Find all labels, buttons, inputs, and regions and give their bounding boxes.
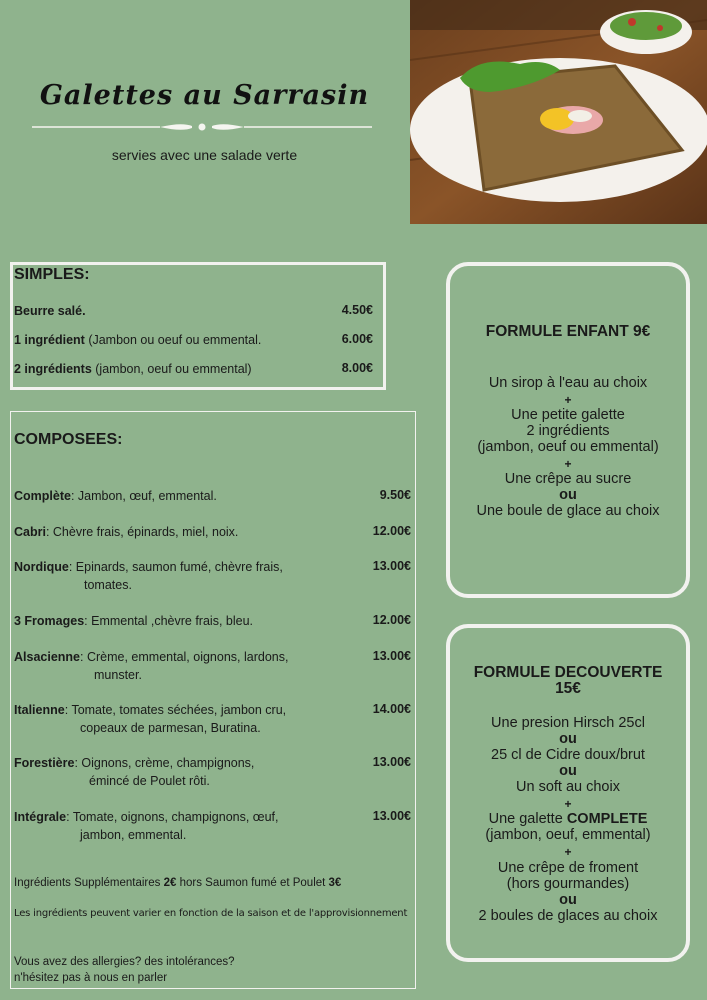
menu-item	[14, 559, 283, 576]
seasonal-note: Les ingrédients peuvent varier en fonction de la saison et de l'approvisionnement	[14, 908, 408, 919]
plus-separator: +	[564, 845, 572, 859]
menu-item-name: Complète	[14, 489, 71, 503]
extras-text: Ingrédients Supplémentaires	[14, 877, 164, 889]
menu-item	[14, 361, 252, 378]
menu-item-name: Intégrale	[14, 810, 67, 824]
menu-item	[14, 332, 261, 349]
allergy-note: Vous avez des allergies? des intolérances?	[14, 956, 235, 968]
menu-item-name: Alsacienne	[14, 650, 81, 664]
menu-item-details: : Tomate, tomates séchées, jambon cru,	[64, 703, 287, 717]
menu-item-price: 8.00€	[341, 361, 373, 375]
formula-line: 2 ingrédients	[526, 423, 610, 439]
menu-item	[14, 755, 254, 772]
menu-item-name: Cabri	[14, 525, 46, 539]
menu-item-details: : Jambon, œuf, emmental.	[70, 489, 217, 503]
formula-line: 25 cl de Cidre doux/brut	[491, 747, 645, 763]
extras-note	[14, 877, 341, 889]
formula-highlight: COMPLETE	[566, 811, 648, 827]
formule-enfant-title: FORMULE ENFANT 9€	[485, 323, 651, 340]
menu-item-details: jambon, emmental.	[80, 828, 187, 842]
menu-item-price: 6.00€	[341, 332, 373, 346]
extras-text: hors Saumon fumé et Poulet	[176, 877, 329, 889]
plus-separator: +	[564, 393, 572, 407]
menu-item-details: : Tomate, oignons, champignons, œuf,	[66, 810, 279, 824]
plus-separator: +	[564, 797, 572, 811]
ornament-divider-icon	[32, 120, 372, 134]
extras-price: 2€	[163, 877, 177, 889]
or-separator: ou	[559, 892, 577, 908]
menu-item-name: 1 ingrédient	[14, 333, 85, 347]
formule-decouverte-price: 15€	[555, 680, 581, 697]
galette-photo-icon	[410, 0, 707, 224]
formula-line: (jambon, oeuf, emmental)	[485, 827, 651, 843]
menu-item-name: Beurre salé.	[14, 304, 86, 318]
menu-item-details: tomates.	[84, 578, 132, 592]
formula-line: Un soft au choix	[516, 779, 620, 795]
menu-item-price: 13.00€	[372, 649, 411, 663]
menu-item-price: 12.00€	[372, 613, 411, 627]
plus-separator: +	[564, 457, 572, 471]
formula-line: Une petite galette	[511, 407, 625, 423]
menu-item-details: (Jambon ou oeuf ou emmental.	[84, 333, 262, 347]
simples-title: SIMPLES:	[14, 266, 90, 283]
menu-item-price: 12.00€	[372, 524, 411, 538]
menu-item	[14, 524, 238, 541]
subtitle: servies avec une salade verte	[111, 147, 298, 163]
menu-item-details: émincé de Poulet rôti.	[89, 774, 210, 788]
formula-line: Une crêpe au sucre	[504, 471, 632, 487]
menu-item-name: Forestière	[14, 756, 75, 770]
menu-item	[14, 613, 253, 630]
extras-price: 3€	[328, 877, 342, 889]
formula-line: Un sirop à l'eau au choix	[488, 375, 648, 391]
or-separator: ou	[559, 763, 577, 779]
formula-line: 2 boules de glaces au choix	[478, 908, 658, 924]
menu-item-details: : Crème, emmental, oignons, lardons,	[80, 650, 289, 664]
formula-line: Une boule de glace au choix	[476, 503, 660, 519]
menu-item-details: munster.	[94, 668, 142, 682]
menu-item-name: Nordique	[14, 560, 69, 574]
formula-text: Une galette	[488, 811, 567, 827]
menu-item	[14, 488, 217, 505]
menu-item-price: 4.50€	[341, 303, 373, 317]
formula-line: (hors gourmandes)	[506, 876, 630, 892]
menu-item-details: : Oignons, crème, champignons,	[74, 756, 255, 770]
allergy-note: n'hésitez pas à nous en parler	[14, 972, 168, 984]
menu-item-price: 13.00€	[372, 755, 411, 769]
page-title: Galettes au Sarrasin	[39, 80, 370, 111]
menu-item-price: 14.00€	[372, 702, 411, 716]
menu-item-price: 9.50€	[379, 488, 411, 502]
formula-line: Une crêpe de froment	[497, 860, 639, 876]
menu-item-details: copeaux de parmesan, Buratina.	[80, 721, 261, 735]
menu-item-details: : Chèvre frais, épinards, miel, noix.	[45, 525, 239, 539]
formula-line: (jambon, oeuf ou emmental)	[477, 439, 659, 455]
menu-item-name: 2 ingrédients	[14, 362, 92, 376]
composees-title: COMPOSEES:	[14, 431, 123, 448]
formula-line	[446, 811, 690, 827]
menu-item	[14, 702, 286, 719]
menu-item-price: 13.00€	[372, 809, 411, 823]
menu-item-name: Italienne	[14, 703, 65, 717]
menu-item-details: : Epinards, saumon fumé, chèvre frais,	[68, 560, 283, 574]
menu-item	[14, 303, 86, 320]
menu-item-details: : Emmental ,chèvre frais, bleu.	[84, 614, 253, 628]
menu-item-price: 13.00€	[372, 559, 411, 573]
menu-item-details: (jambon, oeuf ou emmental)	[91, 362, 252, 376]
formule-decouverte-title: FORMULE DECOUVERTE	[473, 664, 663, 681]
or-separator: ou	[559, 487, 577, 503]
menu-item-name: 3 Fromages	[14, 614, 85, 628]
or-separator: ou	[559, 731, 577, 747]
menu-item	[14, 809, 279, 826]
formula-line: Une presion Hirsch 25cl	[491, 715, 645, 731]
menu-item	[14, 649, 288, 666]
